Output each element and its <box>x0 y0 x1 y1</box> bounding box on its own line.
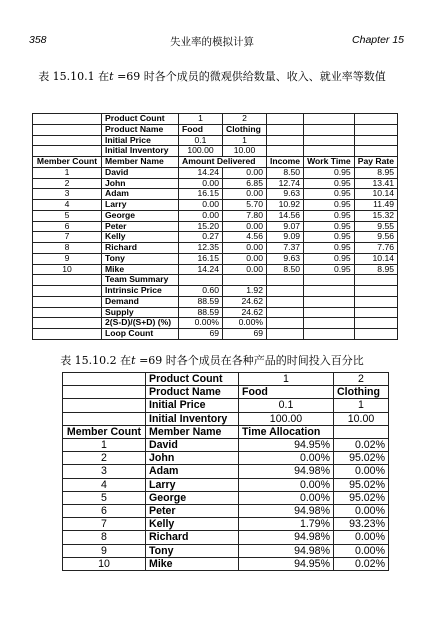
chapter-label: Chapter 15 <box>352 34 404 46</box>
blank-cell <box>267 135 304 146</box>
amount-food: 12.35 <box>179 243 223 254</box>
blank-cell <box>33 114 102 125</box>
blank-cell <box>304 318 355 329</box>
col-income: Income <box>267 157 304 168</box>
time-clothing: 0.00% <box>334 465 389 478</box>
member-name: Peter <box>102 221 179 232</box>
row-label: Product Name <box>102 124 179 135</box>
initial-price-row <box>33 135 398 146</box>
product-2-value: 24.62 <box>223 296 267 307</box>
member-name: George <box>102 210 179 221</box>
col-member-count: Member Count <box>63 425 146 438</box>
blank-cell <box>63 412 146 425</box>
blank-cell <box>179 275 223 286</box>
blank-cell <box>33 296 102 307</box>
page-number: 358 <box>29 34 47 46</box>
blank-cell <box>354 329 397 340</box>
amount-clothing: 0.00 <box>223 221 267 232</box>
work-time: 0.95 <box>304 264 355 275</box>
blank-cell <box>304 296 355 307</box>
table-row <box>63 452 389 465</box>
member-count: 1 <box>33 167 102 178</box>
work-time: 0.95 <box>304 210 355 221</box>
member-count: 2 <box>63 452 146 465</box>
work-time: 0.95 <box>304 200 355 211</box>
product-1-value: 69 <box>179 329 223 340</box>
amount-food: 14.24 <box>179 264 223 275</box>
initial-inventory-row <box>33 146 398 157</box>
col-member-count: Member Count <box>33 157 102 168</box>
member-count: 5 <box>63 491 146 504</box>
blank-cell <box>267 124 304 135</box>
time-food: 0.00% <box>239 452 334 465</box>
blank-cell <box>304 114 355 125</box>
amount-food: 0.27 <box>179 232 223 243</box>
row-label: 2(S-D)/(S+D) (%) <box>102 318 179 329</box>
member-name: Larry <box>146 478 239 491</box>
ratio-row <box>33 318 398 329</box>
table-row <box>63 465 389 478</box>
col-time-allocation: Time Allocation <box>239 425 334 438</box>
demand-row <box>33 296 398 307</box>
amount-food: 14.24 <box>179 167 223 178</box>
blank-cell <box>354 124 397 135</box>
team-summary-row <box>33 275 398 286</box>
table-row <box>63 491 389 504</box>
table2-caption: 表 15.10.2 在t =69 时各个成员在各种产品的时间投入百分比 <box>60 354 364 367</box>
blank-cell <box>304 124 355 135</box>
blank-cell <box>354 296 397 307</box>
time-clothing: 93.23% <box>334 518 389 531</box>
time-food: 94.98% <box>239 531 334 544</box>
time-food: 94.98% <box>239 465 334 478</box>
col-member-name: Member Name <box>146 425 239 438</box>
table-row <box>33 264 398 275</box>
row-label: Product Count <box>146 373 239 386</box>
time-clothing: 0.02% <box>334 439 389 452</box>
table-row <box>63 505 389 518</box>
product-2-value: 0.00% <box>223 318 267 329</box>
product-1-value: 1 <box>239 373 334 386</box>
column-header-row <box>33 157 398 168</box>
blank-cell <box>354 286 397 297</box>
pay-rate: 15.32 <box>354 210 397 221</box>
time-food: 94.95% <box>239 439 334 452</box>
row-label: Product Count <box>102 114 179 125</box>
member-name: Adam <box>102 189 179 200</box>
running-title: 失业率的模拟计算 <box>170 36 254 48</box>
amount-clothing: 6.85 <box>223 178 267 189</box>
income: 10.92 <box>267 200 304 211</box>
member-count: 1 <box>63 439 146 452</box>
income: 12.74 <box>267 178 304 189</box>
table-row <box>33 210 398 221</box>
time-clothing: 95.02% <box>334 452 389 465</box>
blank-cell <box>354 318 397 329</box>
col-member-name: Member Name <box>102 157 179 168</box>
product-2-value: 69 <box>223 329 267 340</box>
product-2-value: Clothing <box>334 386 389 399</box>
blank-cell <box>223 275 267 286</box>
pay-rate: 7.76 <box>354 243 397 254</box>
income: 9.09 <box>267 232 304 243</box>
member-count: 3 <box>63 465 146 478</box>
table-row <box>33 221 398 232</box>
blank-cell <box>304 275 355 286</box>
time-food: 94.98% <box>239 544 334 557</box>
pay-rate: 13.41 <box>354 178 397 189</box>
amount-clothing: 0.00 <box>223 189 267 200</box>
work-time: 0.95 <box>304 178 355 189</box>
amount-food: 15.20 <box>179 221 223 232</box>
row-label: Initial Price <box>102 135 179 146</box>
row-label: Demand <box>102 296 179 307</box>
row-label: Initial Inventory <box>102 146 179 157</box>
row-label: Intrinsic Price <box>102 286 179 297</box>
work-time: 0.95 <box>304 253 355 264</box>
product-2-value: 1 <box>223 135 267 146</box>
time-food: 1.79% <box>239 518 334 531</box>
table-row <box>63 518 389 531</box>
table-row <box>33 189 398 200</box>
blank-cell <box>354 146 397 157</box>
blank-cell <box>267 296 304 307</box>
member-count: 6 <box>33 221 102 232</box>
income: 8.50 <box>267 167 304 178</box>
table1 <box>32 113 398 340</box>
member-name: John <box>102 178 179 189</box>
initial-price-row <box>63 399 389 412</box>
product-1-value: 0.1 <box>179 135 223 146</box>
work-time: 0.95 <box>304 243 355 254</box>
blank-cell <box>267 318 304 329</box>
member-name: Kelly <box>146 518 239 531</box>
product-2-value: 1.92 <box>223 286 267 297</box>
member-count: 9 <box>63 544 146 557</box>
member-count: 4 <box>33 200 102 211</box>
row-label: Initial Price <box>146 399 239 412</box>
member-count: 3 <box>33 189 102 200</box>
product-1-value: 88.59 <box>179 296 223 307</box>
time-clothing: 95.02% <box>334 491 389 504</box>
member-count: 7 <box>63 518 146 531</box>
blank-cell <box>354 275 397 286</box>
income: 7.37 <box>267 243 304 254</box>
time-clothing: 0.02% <box>334 557 389 570</box>
blank-cell <box>63 386 146 399</box>
product-1-value: 100.00 <box>239 412 334 425</box>
blank-cell <box>267 329 304 340</box>
product-1-value: 0.1 <box>239 399 334 412</box>
product-2-value: Clothing <box>223 124 267 135</box>
blank-cell <box>334 425 389 438</box>
col-pay-rate: Pay Rate <box>354 157 397 168</box>
amount-food: 0.00 <box>179 200 223 211</box>
member-name: Mike <box>146 557 239 570</box>
table-row <box>63 544 389 557</box>
blank-cell <box>33 286 102 297</box>
member-count: 10 <box>63 557 146 570</box>
amount-clothing: 0.00 <box>223 243 267 254</box>
table-row <box>33 232 398 243</box>
blank-cell <box>304 329 355 340</box>
product-count-row <box>33 114 398 125</box>
table-row <box>33 253 398 264</box>
blank-cell <box>33 124 102 135</box>
blank-cell <box>304 286 355 297</box>
work-time: 0.95 <box>304 167 355 178</box>
row-label: Supply <box>102 307 179 318</box>
blank-cell <box>267 114 304 125</box>
table-row <box>33 243 398 254</box>
col-work-time: Work Time <box>304 157 355 168</box>
supply-row <box>33 307 398 318</box>
pay-rate: 11.49 <box>354 200 397 211</box>
income: 8.50 <box>267 264 304 275</box>
pay-rate: 8.95 <box>354 264 397 275</box>
table-row <box>63 478 389 491</box>
intrinsic-price-row <box>33 286 398 297</box>
member-count: 5 <box>33 210 102 221</box>
amount-food: 16.15 <box>179 189 223 200</box>
time-food: 0.00% <box>239 491 334 504</box>
member-count: 4 <box>63 478 146 491</box>
member-name: Adam <box>146 465 239 478</box>
member-count: 8 <box>33 243 102 254</box>
table2 <box>62 372 389 571</box>
member-count: 10 <box>33 264 102 275</box>
blank-cell <box>267 275 304 286</box>
member-count: 6 <box>63 505 146 518</box>
product-2-value: 1 <box>334 399 389 412</box>
loop-count-row <box>33 329 398 340</box>
pay-rate: 10.14 <box>354 189 397 200</box>
time-food: 94.95% <box>239 557 334 570</box>
product-1-value: 100.00 <box>179 146 223 157</box>
blank-cell <box>354 114 397 125</box>
amount-clothing: 4.56 <box>223 232 267 243</box>
time-clothing: 0.00% <box>334 544 389 557</box>
work-time: 0.95 <box>304 189 355 200</box>
amount-food: 0.00 <box>179 210 223 221</box>
product-2-value: 10.00 <box>223 146 267 157</box>
member-name: George <box>146 491 239 504</box>
blank-cell <box>304 307 355 318</box>
member-name: Richard <box>102 243 179 254</box>
blank-cell <box>33 318 102 329</box>
amount-food: 16.15 <box>179 253 223 264</box>
row-label: Loop Count <box>102 329 179 340</box>
amount-clothing: 0.00 <box>223 253 267 264</box>
table-row <box>63 531 389 544</box>
product-2-value: 10.00 <box>334 412 389 425</box>
table-row <box>63 439 389 452</box>
member-count: 9 <box>33 253 102 264</box>
product-name-row <box>63 386 389 399</box>
pay-rate: 9.55 <box>354 221 397 232</box>
table-row <box>63 557 389 570</box>
blank-cell <box>354 135 397 146</box>
amount-food: 0.00 <box>179 178 223 189</box>
table1-caption: 表 15.10.1 在t =69 时各个成员的微观供给数量、收入、就业率等数值 <box>38 70 386 83</box>
member-name: Richard <box>146 531 239 544</box>
blank-cell <box>354 307 397 318</box>
pay-rate: 9.56 <box>354 232 397 243</box>
amount-clothing: 7.80 <box>223 210 267 221</box>
table-row <box>33 167 398 178</box>
member-name: Tony <box>102 253 179 264</box>
time-clothing: 0.00% <box>334 531 389 544</box>
member-name: Mike <box>102 264 179 275</box>
column-header-row <box>63 425 389 438</box>
blank-cell <box>33 135 102 146</box>
blank-cell <box>304 146 355 157</box>
blank-cell <box>33 146 102 157</box>
blank-cell <box>267 286 304 297</box>
time-food: 94.98% <box>239 505 334 518</box>
product-2-value: 2 <box>223 114 267 125</box>
product-2-value: 24.62 <box>223 307 267 318</box>
product-count-row <box>63 373 389 386</box>
blank-cell <box>267 146 304 157</box>
table-row <box>33 200 398 211</box>
blank-cell <box>63 373 146 386</box>
member-name: Tony <box>146 544 239 557</box>
income: 9.63 <box>267 253 304 264</box>
time-food: 0.00% <box>239 478 334 491</box>
table-row <box>33 178 398 189</box>
product-1-value: Food <box>179 124 223 135</box>
member-count: 7 <box>33 232 102 243</box>
blank-cell <box>267 307 304 318</box>
work-time: 0.95 <box>304 232 355 243</box>
amount-clothing: 0.00 <box>223 167 267 178</box>
product-1-value: Food <box>239 386 334 399</box>
product-name-row <box>33 124 398 135</box>
product-1-value: 88.59 <box>179 307 223 318</box>
product-1-value: 0.60 <box>179 286 223 297</box>
time-clothing: 95.02% <box>334 478 389 491</box>
product-2-value: 2 <box>334 373 389 386</box>
member-name: John <box>146 452 239 465</box>
team-summary-label: Team Summary <box>102 275 179 286</box>
blank-cell <box>304 135 355 146</box>
member-name: Peter <box>146 505 239 518</box>
member-count: 8 <box>63 531 146 544</box>
amount-clothing: 5.70 <box>223 200 267 211</box>
initial-inventory-row <box>63 412 389 425</box>
income: 9.07 <box>267 221 304 232</box>
income: 14.56 <box>267 210 304 221</box>
col-amount-delivered: Amount Delivered <box>179 157 267 168</box>
pay-rate: 8.95 <box>354 167 397 178</box>
member-name: David <box>146 439 239 452</box>
pay-rate: 10.14 <box>354 253 397 264</box>
member-count: 2 <box>33 178 102 189</box>
product-1-value: 1 <box>179 114 223 125</box>
blank-cell <box>33 329 102 340</box>
member-name: David <box>102 167 179 178</box>
row-label: Product Name <box>146 386 239 399</box>
member-name: Larry <box>102 200 179 211</box>
product-1-value: 0.00% <box>179 318 223 329</box>
time-clothing: 0.00% <box>334 505 389 518</box>
blank-cell <box>33 307 102 318</box>
work-time: 0.95 <box>304 221 355 232</box>
member-name: Kelly <box>102 232 179 243</box>
blank-cell <box>63 399 146 412</box>
row-label: Initial Inventory <box>146 412 239 425</box>
blank-cell <box>33 275 102 286</box>
amount-clothing: 0.00 <box>223 264 267 275</box>
income: 9.63 <box>267 189 304 200</box>
